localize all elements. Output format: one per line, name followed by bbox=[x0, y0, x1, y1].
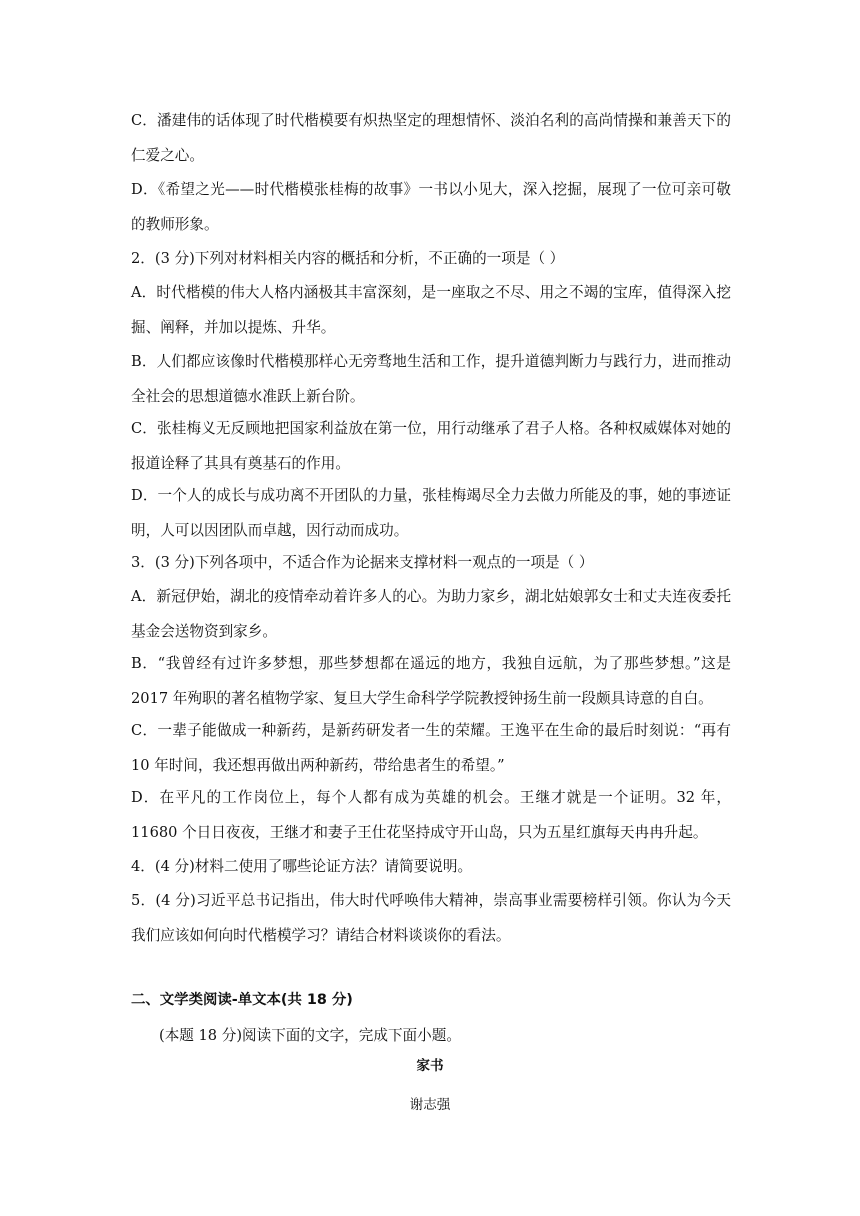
option-c-q3: C．一辈子能做成一种新药，是新药研发者一生的荣耀。王逸平在生命的最后时刻说：“再有 10 年时间，我还想再做出两种新药，带给患者生的希望。” bbox=[131, 722, 731, 774]
story-author: 谢志强 bbox=[409, 1097, 451, 1113]
question-2: 2．(3 分)下列对材料相关内容的概括和分析，不正确的一项是（ ） bbox=[131, 250, 565, 267]
story-title: 家书 bbox=[416, 1058, 444, 1074]
option-b-q2: B．人们都应该像时代楷模那样心无旁骛地生活和工作，提升道德判断力与践行力，进而推动全社会的思想道德水准跃上新台阶。 bbox=[131, 353, 731, 405]
option-a-q2: A．时代楷模的伟大人格内涵极其丰富深刻，是一座取之不尽、用之不竭的宝库，值得深入挖掘、阐释，并加以提炼、升华。 bbox=[131, 284, 731, 336]
option-b-q3: B．“我曾经有过许多梦想，那些梦想都在遥远的地方，我独自远航，为了那些梦想。”这是 2017 年殉职的著名植物学家、复旦大学生命科学学院教授钟扬生前一段颇具诗意的自白。 bbox=[131, 655, 731, 707]
question-5: 5．(4 分)习近平总书记指出，伟大时代呼唤伟大精神，崇高事业需要榜样引领。你认为今天我们应该如何向时代楷模学习？请结合材料谈谈你的看法。 bbox=[131, 892, 731, 944]
option-a-q3: A．新冠伊始，湖北的疫情牵动着许多人的心。为助力家乡，湖北姑娘郭女士和丈夫连夜委托基金会送物资到家乡。 bbox=[131, 588, 731, 640]
question-3: 3．(3 分)下列各项中，不适合作为论据来支撑材料一观点的一项是（ ） bbox=[131, 554, 594, 571]
option-d-q1: D．《希望之光——时代楷模张桂梅的故事》一书以小见大，深入挖掘，展现了一位可亲可敬的教师形象。 bbox=[131, 181, 731, 233]
option-d-q2: D．一个人的成长与成功离不开团队的力量，张桂梅竭尽全力去做力所能及的事，她的事迹证明，人可以因团队而卓越，因行动而成功。 bbox=[131, 487, 731, 539]
option-d-q3: D．在平凡的工作岗位上，每个人都有成为英雄的机会。王继才就是一个证明。32 年，11680 个日日夜夜，王继才和妻子王仕花坚持成守开山岛，只为五星红旗每天冉冉升起。 bbox=[131, 789, 731, 841]
option-c-q1: C．潘建伟的话体现了时代楷模要有炽热坚定的理想情怀、淡泊名利的高尚情操和兼善天下的仁爱之心。 bbox=[131, 112, 731, 164]
option-c-q2: C．张桂梅义无反顾地把国家利益放在第一位，用行动继承了君子人格。各种权威媒体对她的报道诠释了其具有奠基石的作用。 bbox=[131, 420, 731, 472]
section-heading: 二、文学类阅读-单文本(共 18 分) bbox=[131, 992, 353, 1008]
question-4: 4．(4 分)材料二使用了哪些论证方法？请简要说明。 bbox=[131, 858, 473, 875]
section-intro: (本题 18 分)阅读下面的文字，完成下面小题。 bbox=[159, 1027, 461, 1044]
